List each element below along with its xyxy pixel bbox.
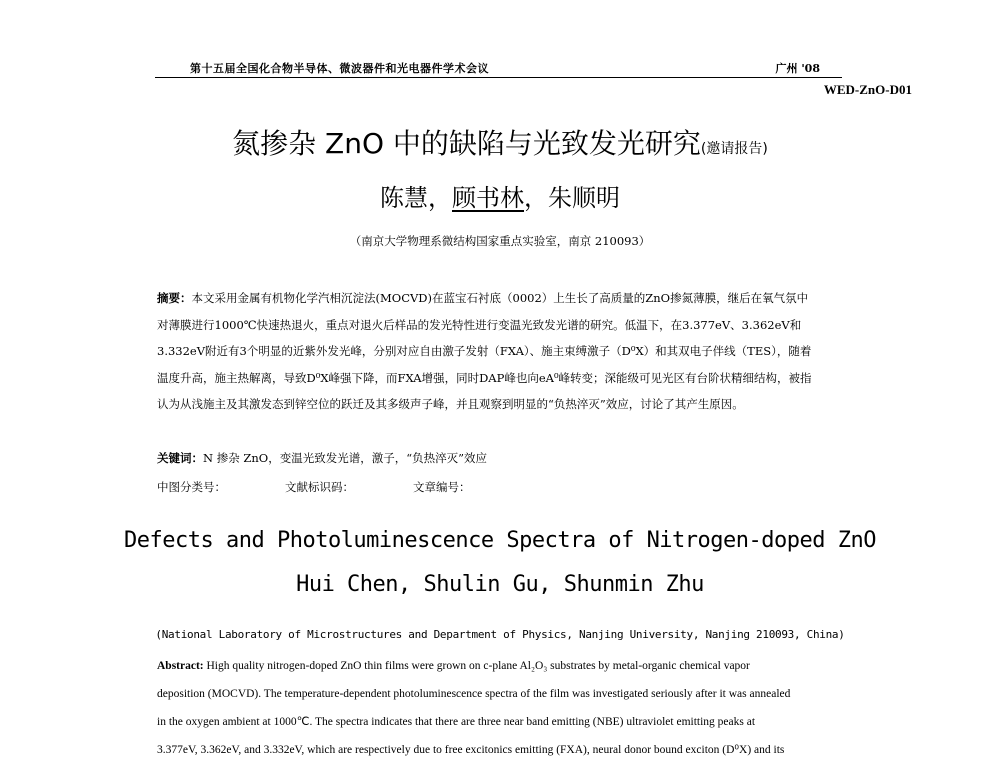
chinese-abstract-line	[157, 285, 890, 312]
location-header: 广州 '08	[775, 62, 820, 75]
chinese-abstract-line: 对薄膜进行1000℃快速热退火，重点对退火后样品的发光特性进行变温光致发光谱的研究。低温下，在3.377eV、3.362eV和	[157, 317, 802, 332]
abstract-cn-text: 本文采用金属有机物化学汽相沉淀法(MOCVD)在蓝宝石衬底（0002）上生长了高质量的ZnO掺氮薄膜，继后在氧气氛中	[191, 291, 809, 305]
abstract-en-text: High quality nitrogen-doped ZnO thin films were grown on c-plane Al₂O₃ substrates by metal-organic chemical vapor	[206, 660, 750, 672]
author-2-corresponding: 顾书林	[452, 184, 524, 212]
chinese-title	[0, 122, 1000, 162]
conference-header: 第十五届全国化合物半导体、微波器件和光电器件学术会议	[190, 62, 489, 75]
english-authors: Hui Chen, Shulin Gu, Shunmin Zhu	[296, 572, 704, 597]
english-abstract	[157, 652, 890, 764]
doc-code-label: 文献标识码：	[285, 480, 354, 494]
paper-id: WED-ZnO-D01	[823, 82, 912, 97]
author-3: ，朱顺明	[524, 184, 620, 212]
english-affiliation: (National Laboratory of Microstructures and Department of Physics, Nanjing University, Nanjing 210093, China)	[155, 628, 845, 641]
english-abstract-line: in the oxygen ambient at 1000℃. The spectra indicates that there are three near band emitting (NBE) ultraviolet emitting peaks at	[157, 716, 756, 728]
chinese-abstract-line: 温度升高，施主热解离，导致D⁰X峰强下降，而FXA增强，同时DAP峰也向eA⁰峰转变；深能级可见光区有台阶状精细结构，被指	[157, 370, 812, 385]
english-abstract-line: 3.377eV, 3.362eV, and 3.332eV, which are respectively due to free excitonics emitting (FXA), neural donor bound exciton (D⁰X) and its	[157, 744, 785, 756]
article-no-label: 文章编号：	[413, 480, 471, 494]
clc-label: 中图分类号：	[157, 480, 226, 494]
classification-line	[157, 479, 757, 495]
chinese-abstract-label: 摘要：	[157, 291, 192, 305]
english-abstract-line: deposition (MOCVD). The temperature-dependent photoluminescence spectra of the film was investigated seriously after it was annealed	[157, 688, 791, 700]
chinese-abstract-line: 3.332eV附近有3个明显的近紫外发光峰，分别对应自由激子发射（FXA）、施主束缚激子（D⁰X）和其双电子伴线（TES），随着	[157, 344, 812, 358]
author-1: 陈慧，	[380, 184, 452, 212]
keywords-text: N 掺杂 ZnO，变温光致发光谱，激子，“负热淬灭”效应	[203, 451, 487, 465]
chinese-title-main: 氮掺杂 ZnO 中的缺陷与光致发光研究	[232, 127, 701, 160]
chinese-abstract	[157, 285, 890, 418]
chinese-authors	[0, 178, 1000, 213]
chinese-abstract-line: 认为从浅施主及其激发态到锌空位的跃迁及其多级声子峰，并且观察到明显的“负热淬灭”效应，讨论了其产生原因。	[157, 397, 744, 411]
english-abstract-line	[157, 652, 890, 680]
chinese-affiliation: （南京大学物理系微结构国家重点实验室，南京 210093）	[349, 234, 651, 248]
invited-note: (邀请报告)	[700, 141, 768, 157]
keywords	[157, 450, 487, 466]
english-abstract-label: Abstract:	[157, 660, 204, 672]
keywords-label: 关键词：	[157, 451, 203, 465]
english-title: Defects and Photoluminescence Spectra of Nitrogen-doped ZnO	[124, 528, 876, 553]
header-rule	[155, 77, 842, 78]
